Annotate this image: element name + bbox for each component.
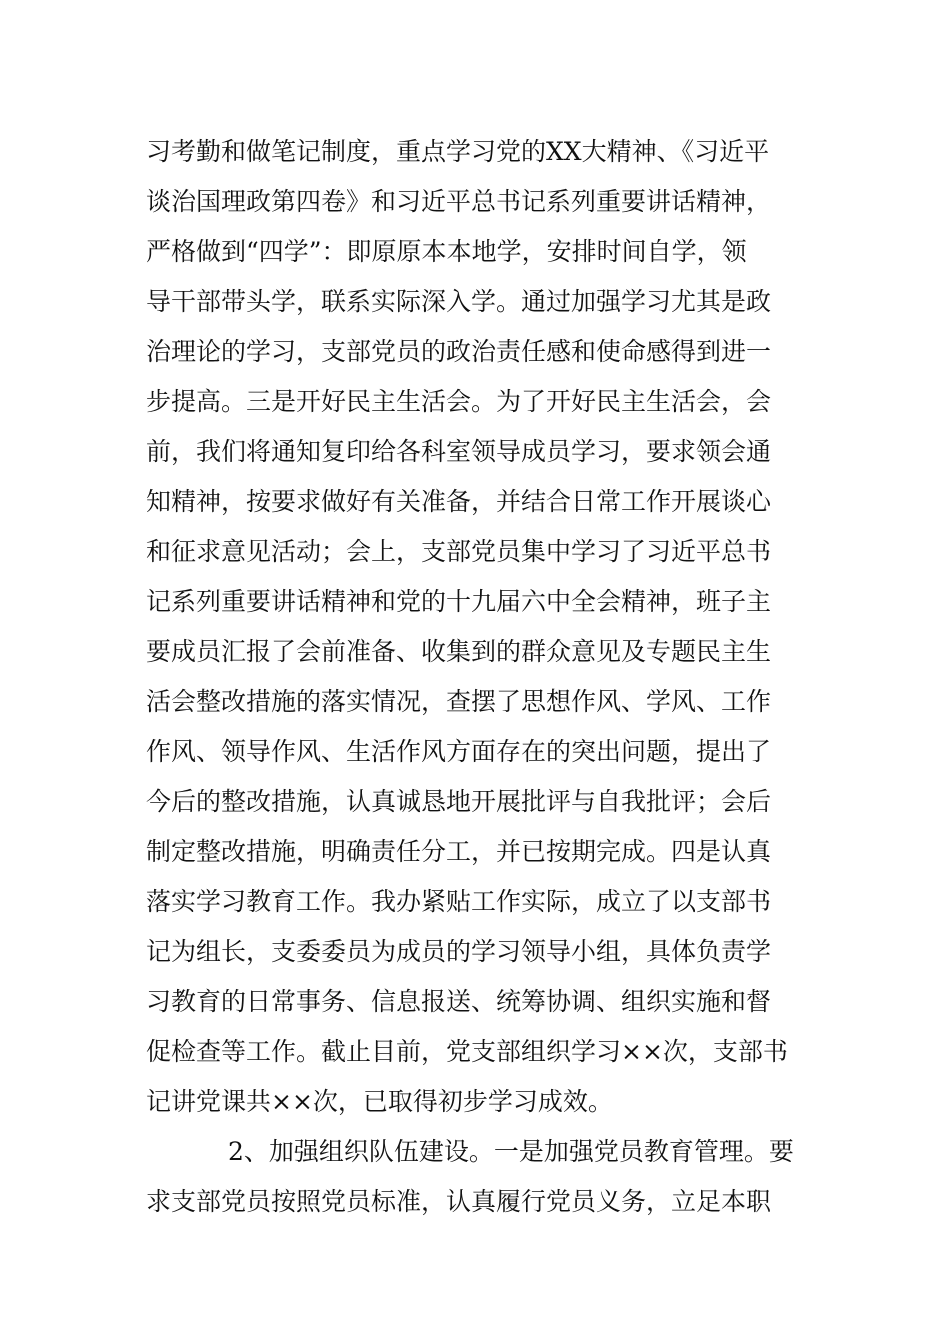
- text-line-9: 和征求意见活动；会上，支部党员集中学习了习近平总书: [146, 537, 772, 566]
- text-line-20: 记讲党课共××次，已取得初步学习成效。: [146, 1087, 613, 1116]
- text-line-10: 记系列重要讲话精神和党的十九届六中全会精神，班子主: [146, 587, 772, 616]
- text-line-2: 谈治国理政第四卷》和习近平总书记系列重要讲话精神，: [146, 187, 772, 216]
- text-line-12: 活会整改措施的落实情况，查摆了思想作风、学风、工作: [146, 687, 772, 716]
- text-line-1: 习考勤和做笔记制度，重点学习党的XX大精神、《习近平: [146, 137, 770, 166]
- text-line-3: 严格做到“四学”：即原原本本地学，安排时间自学，领: [146, 237, 747, 266]
- text-line-17: 记为组长，支委委员为成员的学习领导小组，具体负责学: [146, 937, 772, 966]
- text-line-15: 制定整改措施，明确责任分工，并已按期完成。四是认真: [146, 837, 772, 866]
- text-line-19: 促检查等工作。截止目前，党支部组织学习××次，支部书: [146, 1037, 788, 1066]
- paragraph-2-first-line: 2、加强组织队伍建设。一是加强党员教育管理。要: [228, 1137, 794, 1166]
- text-line-22: 求支部党员按照党员标准，认真履行党员义务，立足本职: [146, 1187, 772, 1216]
- text-line-4: 导干部带头学，联系实际深入学。通过加强学习尤其是政: [146, 287, 772, 316]
- text-line-5: 治理论的学习，支部党员的政治责任感和使命感得到进一: [146, 337, 772, 366]
- text-line-18: 习教育的日常事务、信息报送、统筹协调、组织实施和督: [146, 987, 772, 1016]
- text-line-14: 今后的整改措施，认真诚恳地开展批评与自我批评；会后: [146, 787, 772, 816]
- text-line-11: 要成员汇报了会前准备、收集到的群众意见及专题民主生: [146, 637, 772, 666]
- text-line-8: 知精神，按要求做好有关准备，并结合日常工作开展谈心: [146, 487, 772, 516]
- text-line-6: 步提高。三是开好民主生活会。为了开好民主生活会，会: [146, 387, 772, 416]
- text-line-7: 前，我们将通知复印给各科室领导成员学习，要求领会通: [146, 437, 772, 466]
- text-line-16: 落实学习教育工作。我办紧贴工作实际，成立了以支部书: [146, 887, 772, 916]
- text-line-13: 作风、领导作风、生活作风方面存在的突出问题，提出了: [146, 737, 772, 766]
